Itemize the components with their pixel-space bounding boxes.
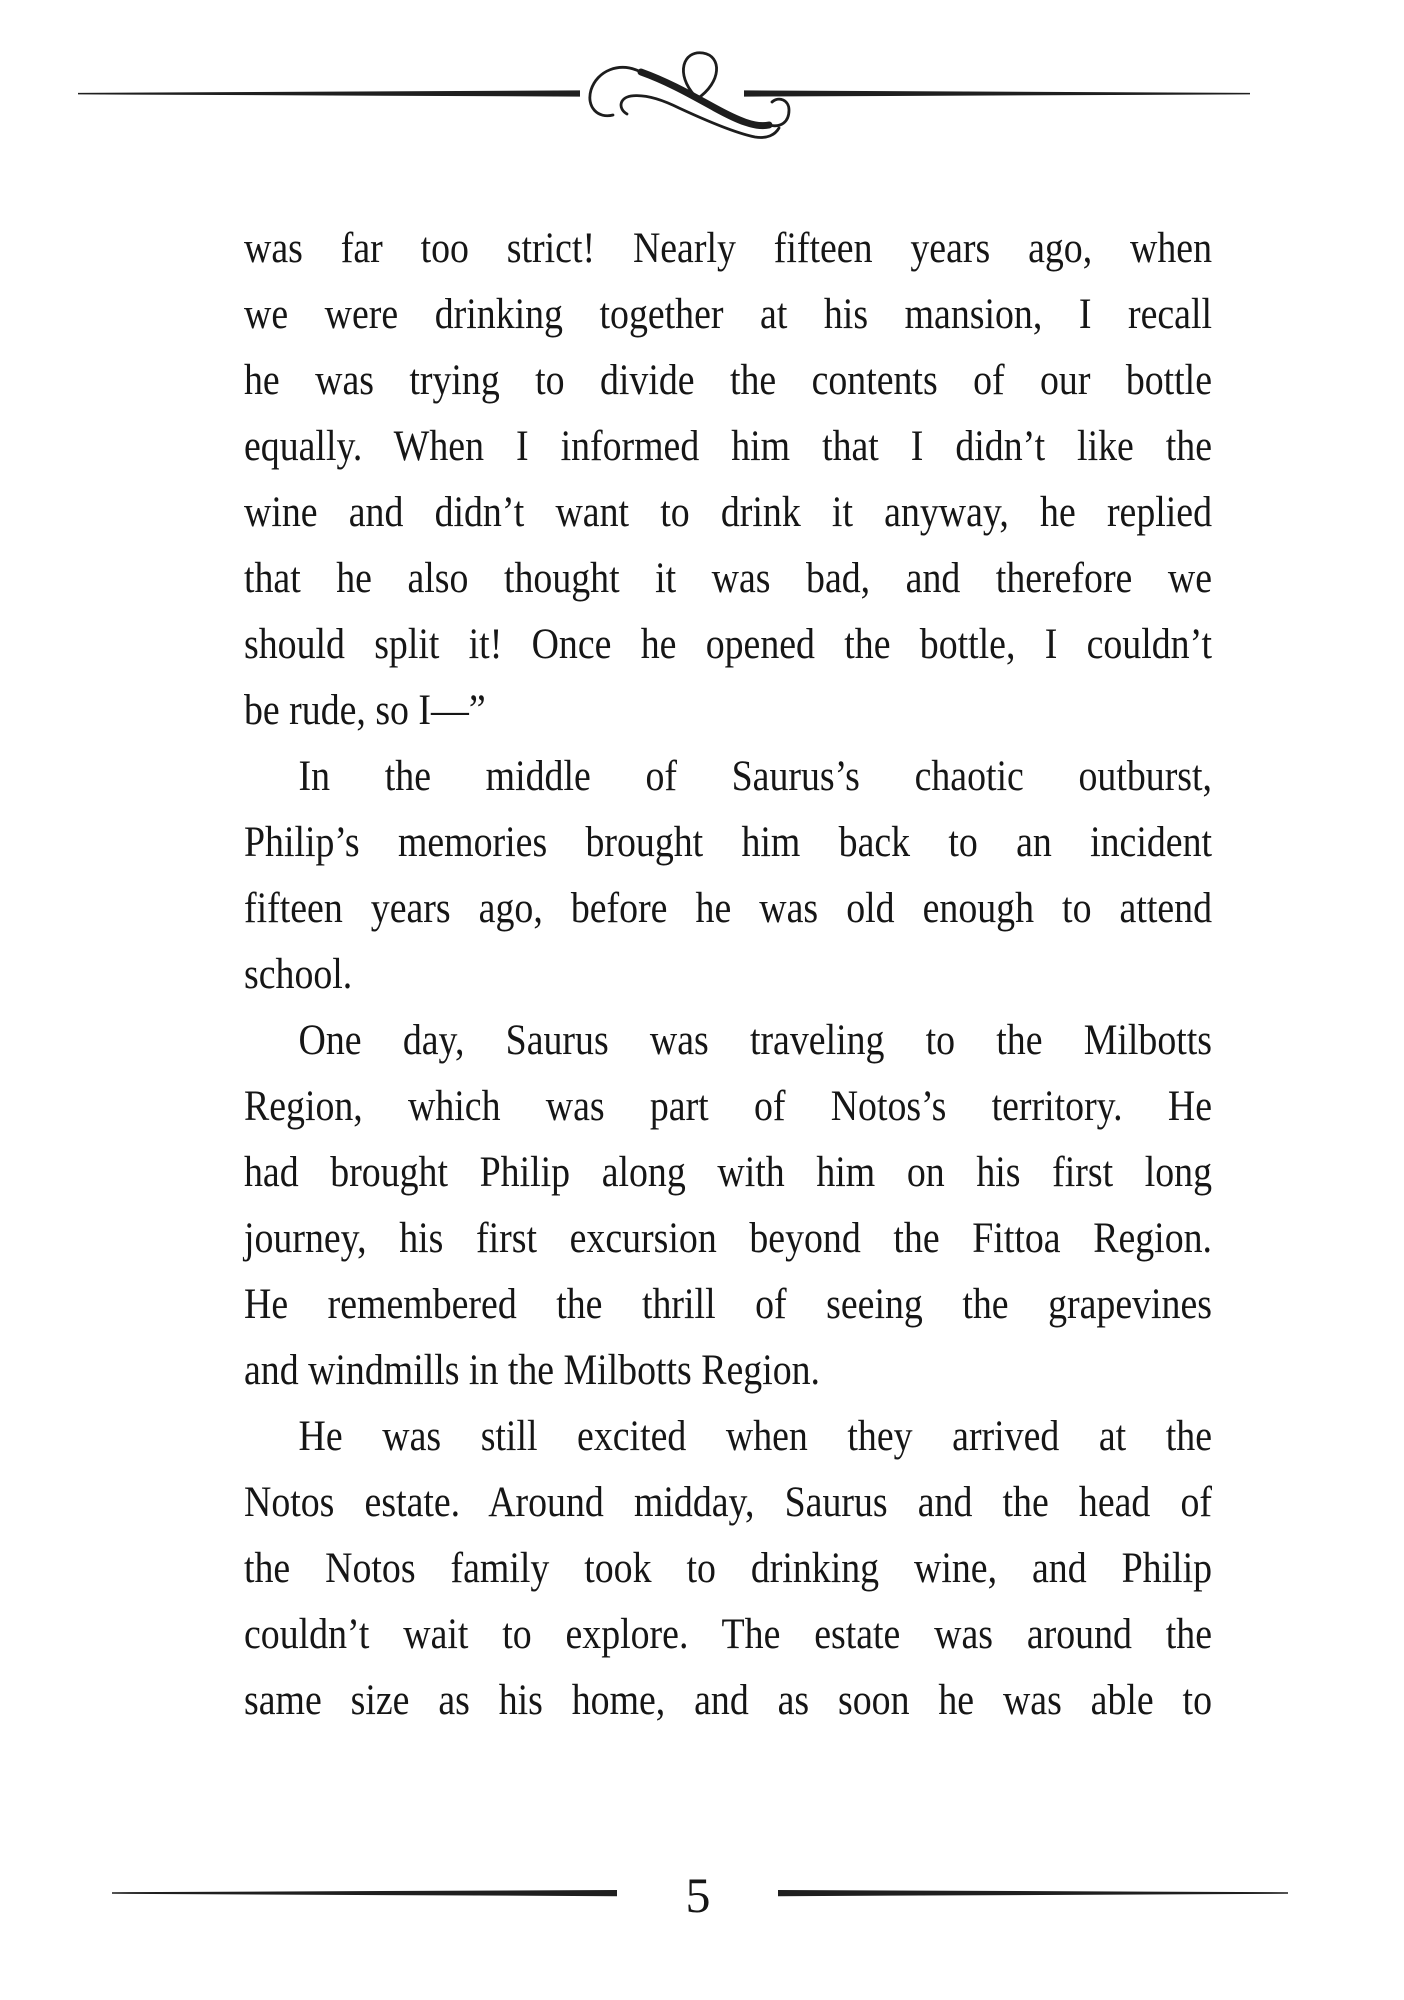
text-line: fifteen years ago, before he was old enough to attend [244,885,1212,932]
text-line: was far too strict! Nearly fifteen years ago, when [244,225,1212,272]
text-line: be rude, so I—” [244,687,486,734]
text-line: equally. When I informed him that I didn’t like the [244,423,1212,470]
text-line: Region, which was part of Notos’s territory. He [244,1083,1212,1130]
text-line: One day, Saurus was traveling to the Milbotts [298,1017,1212,1064]
text-line: Notos estate. Around midday, Saurus and the head of [244,1479,1212,1526]
body-text [244,216,1212,1734]
text-line: we were drinking together at his mansion, I recall [244,291,1212,338]
text-line: He was still excited when they arrived at the [298,1413,1212,1460]
text-line: should split it! Once he opened the bottle, I couldn’t [244,621,1212,668]
text-line: In the middle of Saurus’s chaotic outburst, [298,753,1212,800]
text-line: wine and didn’t want to drink it anyway, he replied [244,489,1212,536]
text-line: school. [244,951,353,998]
text-line: Philip’s memories brought him back to an incident [244,819,1212,866]
text-line: had brought Philip along with him on his first long [244,1149,1212,1196]
footer-rule-left [112,1890,617,1896]
text-line: he was trying to divide the contents of our bottle [244,357,1212,404]
header-rule-right [744,90,1250,96]
text-line: journey, his first excursion beyond the Fittoa Region. [244,1215,1212,1262]
header-divider [0,0,1404,190]
header-rule-left [78,90,580,96]
text-line: and windmills in the Milbotts Region. [244,1347,821,1394]
text-line: He remembered the thrill of seeing the grapevines [244,1281,1212,1328]
text-line: couldn’t wait to explore. The estate was around the [244,1611,1212,1658]
text-line: that he also thought it was bad, and therefore we [244,555,1212,602]
footer-rule-right [778,1890,1288,1896]
text-line: same size as his home, and as soon he was able to [244,1677,1212,1724]
page-number: 5 [685,1867,711,1923]
text-line: the Notos family took to drinking wine, and Philip [244,1545,1212,1592]
